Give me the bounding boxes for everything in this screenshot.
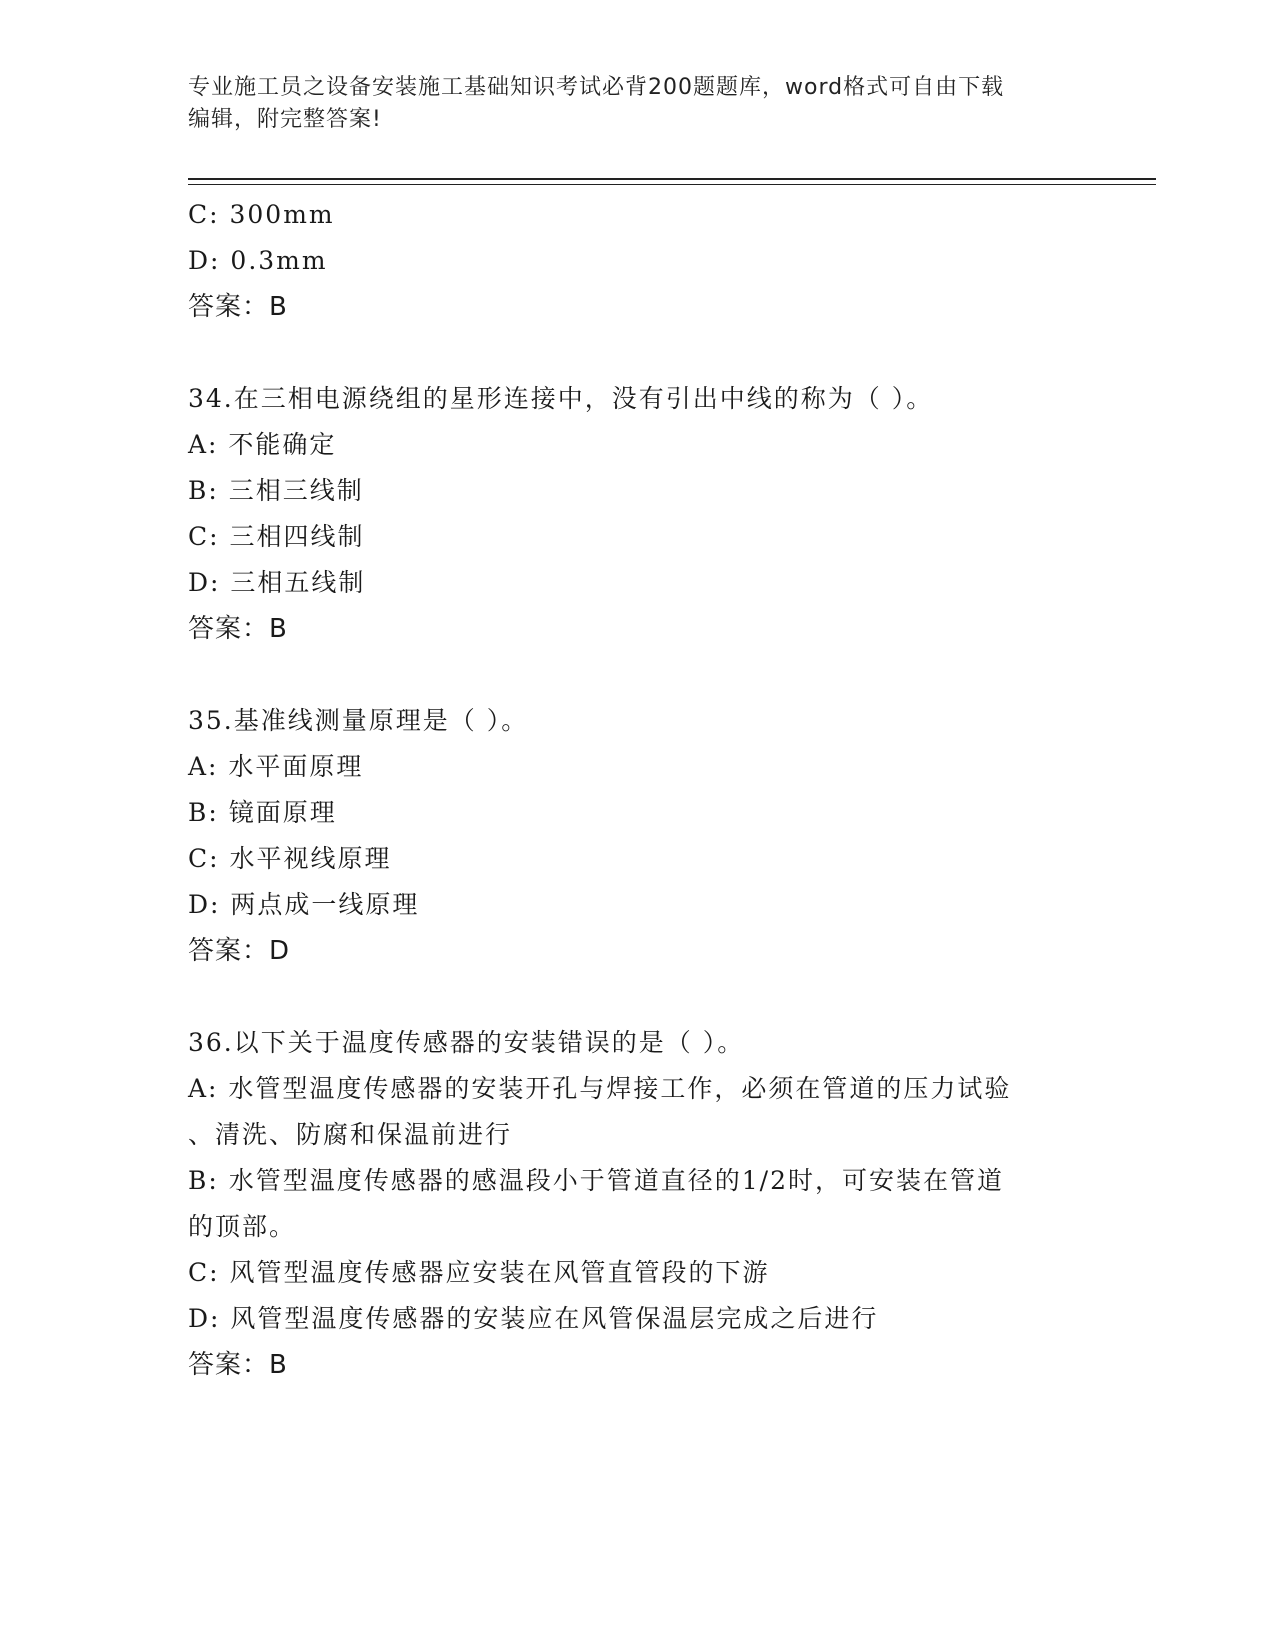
answer-line: 答案：B xyxy=(188,614,288,644)
question-list xyxy=(188,192,1088,1388)
option-c: C: 三相四线制 xyxy=(188,522,365,551)
answer-line: 答案：B xyxy=(188,292,288,322)
spacer xyxy=(188,652,1088,698)
option-d: D: 风管型温度传感器的安装应在风管保温层完成之后进行 xyxy=(188,1304,879,1333)
option-d: D: 0.3mm xyxy=(188,246,328,275)
option-c: C: 水平视线原理 xyxy=(188,844,392,873)
answer-line: 答案：D xyxy=(188,936,291,966)
question-text: 36.以下关于温度传感器的安装错误的是（ ）。 xyxy=(188,1028,745,1057)
question-text: 34.在三相电源绕组的星形连接中，没有引出中线的称为（ ）。 xyxy=(188,384,934,413)
header-divider-thick xyxy=(188,178,1156,180)
page-header xyxy=(188,72,1088,136)
option-b-line-2: 的顶部。 xyxy=(188,1212,297,1241)
answer-line: 答案：B xyxy=(188,1350,288,1380)
question-35 xyxy=(188,698,1088,974)
option-b: B: 镜面原理 xyxy=(188,798,337,827)
header-divider-thin xyxy=(188,184,1156,185)
question-text: 35.基准线测量原理是（ ）。 xyxy=(188,706,529,735)
option-b-line-1: B: 水管型温度传感器的感温段小于管道直径的1/2时，可安装在管道 xyxy=(188,1166,1004,1195)
question-36 xyxy=(188,1020,1088,1388)
option-c: C: 风管型温度传感器应安装在风管直管段的下游 xyxy=(188,1258,770,1287)
option-a-line-1: A: 水管型温度传感器的安装开孔与焊接工作，必须在管道的压力试验 xyxy=(188,1074,1012,1103)
spacer xyxy=(188,974,1088,1020)
option-a: A: 不能确定 xyxy=(188,430,337,459)
option-c: C: 300mm xyxy=(188,200,335,229)
option-a-line-2: 、清洗、防腐和保温前进行 xyxy=(188,1120,513,1149)
option-d: D: 三相五线制 xyxy=(188,568,366,597)
option-b: B: 三相三线制 xyxy=(188,476,364,505)
spacer xyxy=(188,330,1088,376)
question-34 xyxy=(188,376,1088,652)
header-title-line-1: 专业施工员之设备安装施工基础知识考试必背200题题库，word格式可自由下载 xyxy=(188,75,1005,100)
option-d: D: 两点成一线原理 xyxy=(188,890,420,919)
previous-question-tail xyxy=(188,192,1088,330)
option-a: A: 水平面原理 xyxy=(188,752,364,781)
header-title-line-2: 编辑，附完整答案! xyxy=(188,107,382,132)
